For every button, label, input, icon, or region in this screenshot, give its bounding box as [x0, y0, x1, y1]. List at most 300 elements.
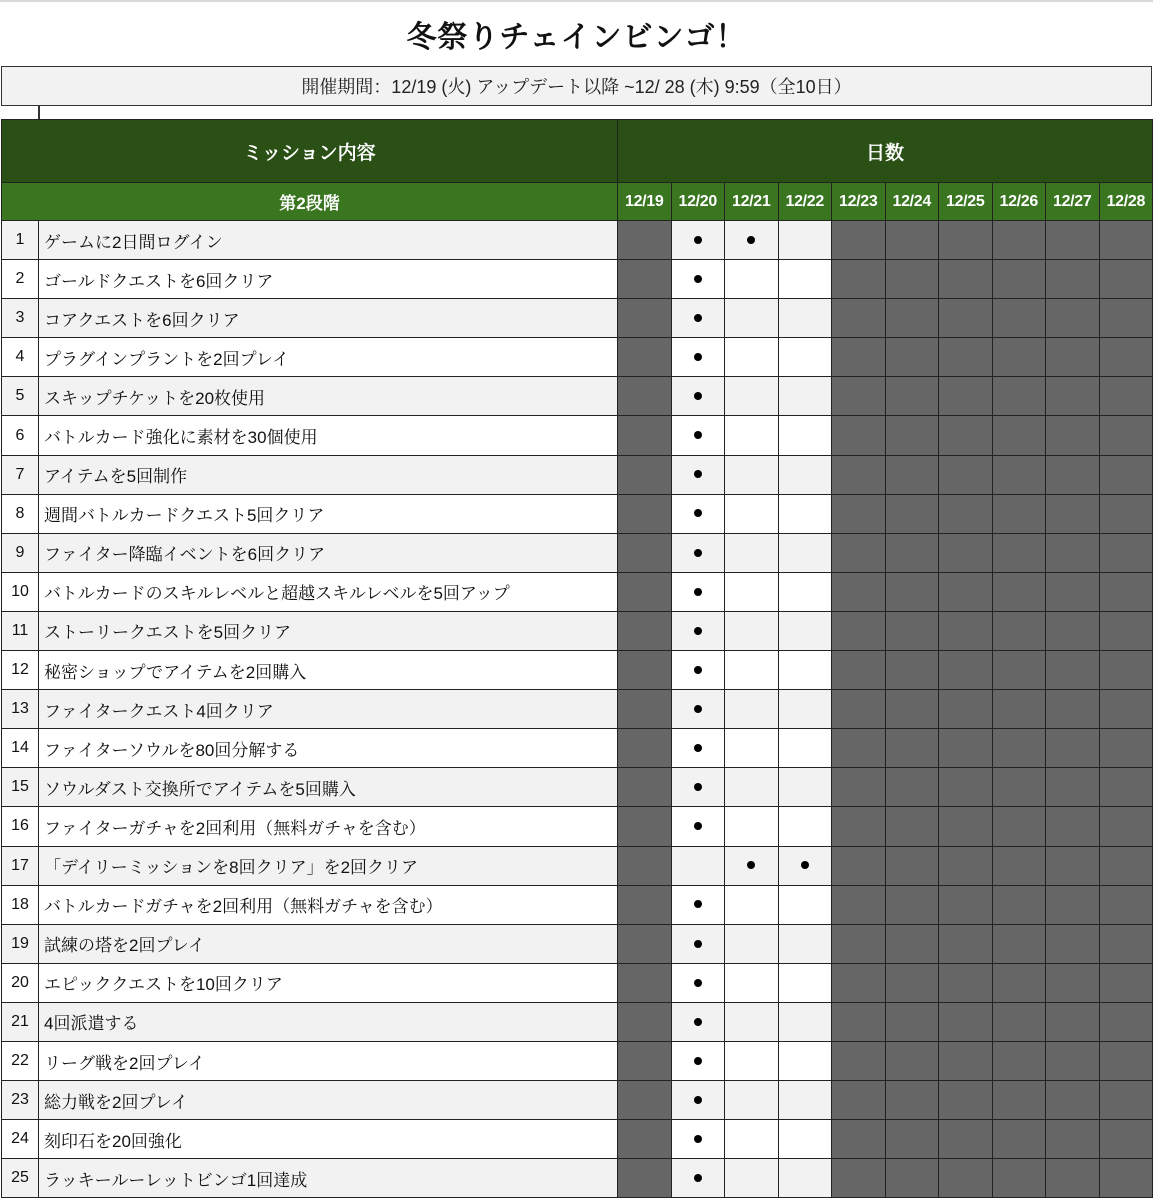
day-cell-12-19	[618, 1120, 672, 1159]
mission-description: ゴールドクエストを6回クリア	[39, 260, 618, 299]
day-cell-12-27	[1046, 455, 1100, 494]
day-cell-12-28	[1099, 260, 1153, 299]
day-cell-12-27	[1046, 690, 1100, 729]
active-day-dot-icon	[694, 979, 702, 987]
day-cell-12-26	[992, 416, 1046, 455]
table-row	[2, 377, 1153, 416]
day-cell-12-27	[1046, 533, 1100, 572]
day-cell-12-28	[1099, 651, 1153, 690]
active-day-dot-icon	[694, 1135, 702, 1143]
day-cell-12-22	[778, 416, 832, 455]
day-cell-12-27	[1046, 260, 1100, 299]
day-cell-12-22	[778, 729, 832, 768]
mission-description: 試練の塔を2回プレイ	[39, 924, 618, 963]
mission-number: 22	[2, 1041, 39, 1080]
day-cell-12-22	[778, 1002, 832, 1041]
day-cell-12-26	[992, 338, 1046, 377]
day-cell-12-28	[1099, 885, 1153, 924]
mission-number: 8	[2, 494, 39, 533]
active-day-dot-icon	[694, 314, 702, 322]
event-period-text: 開催期間：12/19 (火) アップデート以降 ~12/ 28 (木) 9:59（全10日）	[301, 77, 852, 97]
day-cell-12-27	[1046, 377, 1100, 416]
day-cell-12-22	[778, 611, 832, 650]
mission-number: 6	[2, 416, 39, 455]
mission-number: 12	[2, 651, 39, 690]
column-divider	[38, 106, 40, 119]
day-cell-12-24	[885, 1159, 939, 1198]
date-header-12-22: 12/22	[778, 183, 832, 221]
mission-description: ファイターソウルを80回分解する	[39, 729, 618, 768]
mission-description: バトルカードガチャを2回利用（無料ガチャを含む）	[39, 885, 618, 924]
day-cell-12-26	[992, 651, 1046, 690]
table-row	[2, 1081, 1153, 1120]
active-day-dot-icon	[694, 940, 702, 948]
table-row	[2, 221, 1153, 260]
day-cell-12-23	[832, 690, 886, 729]
day-cell-12-26	[992, 572, 1046, 611]
day-cell-12-25	[939, 807, 993, 846]
day-cell-12-19	[618, 729, 672, 768]
day-cell-12-22	[778, 533, 832, 572]
day-cell-12-27	[1046, 611, 1100, 650]
mission-number: 16	[2, 807, 39, 846]
day-cell-12-21	[725, 377, 779, 416]
day-cell-12-23	[832, 494, 886, 533]
mission-schedule-table	[1, 119, 1153, 1198]
day-cell-12-19	[618, 299, 672, 338]
table-row	[2, 611, 1153, 650]
day-cell-12-19	[618, 416, 672, 455]
day-cell-12-23	[832, 1120, 886, 1159]
day-cell-12-28	[1099, 377, 1153, 416]
day-cell-12-25	[939, 572, 993, 611]
day-cell-12-27	[1046, 729, 1100, 768]
mission-number: 15	[2, 768, 39, 807]
day-cell-12-27	[1046, 1120, 1100, 1159]
day-cell-12-25	[939, 494, 993, 533]
mission-description: 「デイリーミッションを8回クリア」を2回クリア	[39, 846, 618, 885]
day-cell-12-20	[671, 299, 725, 338]
mission-list	[2, 221, 1153, 1198]
days-header: 日数	[618, 120, 1153, 183]
day-cell-12-21	[725, 924, 779, 963]
mission-number: 13	[2, 690, 39, 729]
title-bar	[0, 0, 1153, 66]
day-cell-12-21	[725, 260, 779, 299]
day-cell-12-22	[778, 885, 832, 924]
day-cell-12-28	[1099, 299, 1153, 338]
mission-description: プラグインプラントを2回プレイ	[39, 338, 618, 377]
day-cell-12-22	[778, 846, 832, 885]
day-cell-12-27	[1046, 221, 1100, 260]
day-cell-12-19	[618, 338, 672, 377]
date-header-12-24: 12/24	[885, 183, 939, 221]
active-day-dot-icon	[694, 549, 702, 557]
day-cell-12-20	[671, 1159, 725, 1198]
mission-description: アイテムを5回制作	[39, 455, 618, 494]
day-cell-12-19	[618, 768, 672, 807]
mission-description: ファイターガチャを2回利用（無料ガチャを含む）	[39, 807, 618, 846]
day-cell-12-22	[778, 963, 832, 1002]
day-cell-12-24	[885, 924, 939, 963]
day-cell-12-25	[939, 963, 993, 1002]
day-cell-12-19	[618, 611, 672, 650]
active-day-dot-icon	[694, 900, 702, 908]
day-cell-12-23	[832, 1002, 886, 1041]
day-cell-12-21	[725, 963, 779, 1002]
mission-number: 1	[2, 221, 39, 260]
day-cell-12-24	[885, 416, 939, 455]
table-row	[2, 924, 1153, 963]
active-day-dot-icon	[694, 627, 702, 635]
day-cell-12-22	[778, 1159, 832, 1198]
day-cell-12-27	[1046, 1159, 1100, 1198]
day-cell-12-21	[725, 1002, 779, 1041]
mission-description: コアクエストを6回クリア	[39, 299, 618, 338]
day-cell-12-26	[992, 533, 1046, 572]
day-cell-12-25	[939, 221, 993, 260]
mission-description: ファイタークエスト4回クリア	[39, 690, 618, 729]
mission-description: バトルカードのスキルレベルと超越スキルレベルを5回アップ	[39, 572, 618, 611]
active-day-dot-icon	[747, 861, 755, 869]
mission-number: 5	[2, 377, 39, 416]
day-cell-12-25	[939, 260, 993, 299]
day-cell-12-28	[1099, 1002, 1153, 1041]
mission-number: 19	[2, 924, 39, 963]
day-cell-12-27	[1046, 494, 1100, 533]
day-cell-12-19	[618, 846, 672, 885]
active-day-dot-icon	[694, 353, 702, 361]
day-cell-12-24	[885, 1120, 939, 1159]
day-cell-12-19	[618, 533, 672, 572]
day-cell-12-23	[832, 455, 886, 494]
day-cell-12-24	[885, 533, 939, 572]
day-cell-12-21	[725, 885, 779, 924]
day-cell-12-25	[939, 924, 993, 963]
day-cell-12-23	[832, 1041, 886, 1080]
mission-number: 11	[2, 611, 39, 650]
day-cell-12-26	[992, 494, 1046, 533]
day-cell-12-21	[725, 416, 779, 455]
day-cell-12-20	[671, 572, 725, 611]
day-cell-12-24	[885, 729, 939, 768]
day-cell-12-24	[885, 338, 939, 377]
table-row	[2, 1002, 1153, 1041]
day-cell-12-24	[885, 651, 939, 690]
day-cell-12-23	[832, 611, 886, 650]
mission-number: 3	[2, 299, 39, 338]
day-cell-12-20	[671, 885, 725, 924]
mission-number: 20	[2, 963, 39, 1002]
day-cell-12-20	[671, 494, 725, 533]
day-cell-12-22	[778, 651, 832, 690]
day-cell-12-25	[939, 768, 993, 807]
day-cell-12-20	[671, 807, 725, 846]
day-cell-12-28	[1099, 1120, 1153, 1159]
day-cell-12-20	[671, 963, 725, 1002]
mission-description: スキップチケットを20枚使用	[39, 377, 618, 416]
table-row	[2, 260, 1153, 299]
day-cell-12-22	[778, 494, 832, 533]
mission-description: 週間バトルカードクエスト5回クリア	[39, 494, 618, 533]
day-cell-12-28	[1099, 455, 1153, 494]
day-cell-12-25	[939, 1159, 993, 1198]
day-cell-12-20	[671, 1041, 725, 1080]
day-cell-12-26	[992, 885, 1046, 924]
day-cell-12-19	[618, 651, 672, 690]
day-cell-12-21	[725, 494, 779, 533]
mission-description: リーグ戦を2回プレイ	[39, 1041, 618, 1080]
day-cell-12-19	[618, 260, 672, 299]
day-cell-12-26	[992, 690, 1046, 729]
day-cell-12-20	[671, 1081, 725, 1120]
day-cell-12-19	[618, 1002, 672, 1041]
day-cell-12-24	[885, 494, 939, 533]
active-day-dot-icon	[694, 666, 702, 674]
active-day-dot-icon	[694, 1174, 702, 1182]
day-cell-12-26	[992, 729, 1046, 768]
day-cell-12-25	[939, 1002, 993, 1041]
day-cell-12-21	[725, 572, 779, 611]
active-day-dot-icon	[694, 1018, 702, 1026]
day-cell-12-28	[1099, 807, 1153, 846]
day-cell-12-22	[778, 1041, 832, 1080]
day-cell-12-21	[725, 338, 779, 377]
day-cell-12-22	[778, 260, 832, 299]
day-cell-12-23	[832, 572, 886, 611]
day-cell-12-28	[1099, 846, 1153, 885]
day-cell-12-22	[778, 377, 832, 416]
day-cell-12-24	[885, 260, 939, 299]
day-cell-12-22	[778, 1081, 832, 1120]
day-cell-12-28	[1099, 1041, 1153, 1080]
day-cell-12-25	[939, 1120, 993, 1159]
day-cell-12-20	[671, 416, 725, 455]
day-cell-12-27	[1046, 299, 1100, 338]
day-cell-12-25	[939, 651, 993, 690]
mission-description: 4回派遣する	[39, 1002, 618, 1041]
day-cell-12-21	[725, 846, 779, 885]
day-cell-12-24	[885, 963, 939, 1002]
day-cell-12-20	[671, 221, 725, 260]
mission-number: 21	[2, 1002, 39, 1041]
day-cell-12-25	[939, 1081, 993, 1120]
day-cell-12-26	[992, 1120, 1046, 1159]
active-day-dot-icon	[694, 392, 702, 400]
day-cell-12-19	[618, 963, 672, 1002]
day-cell-12-23	[832, 416, 886, 455]
table-row	[2, 416, 1153, 455]
mission-description: 秘密ショップでアイテムを2回購入	[39, 651, 618, 690]
day-cell-12-20	[671, 1002, 725, 1041]
table-row	[2, 729, 1153, 768]
day-cell-12-27	[1046, 651, 1100, 690]
table-row	[2, 807, 1153, 846]
day-cell-12-25	[939, 690, 993, 729]
mission-number: 2	[2, 260, 39, 299]
mission-number: 25	[2, 1159, 39, 1198]
day-cell-12-21	[725, 729, 779, 768]
table-row	[2, 651, 1153, 690]
day-cell-12-26	[992, 377, 1046, 416]
day-cell-12-20	[671, 729, 725, 768]
day-cell-12-25	[939, 846, 993, 885]
day-cell-12-22	[778, 572, 832, 611]
day-cell-12-24	[885, 572, 939, 611]
header-row-main	[2, 120, 1153, 183]
table-row	[2, 1041, 1153, 1080]
day-cell-12-23	[832, 651, 886, 690]
day-cell-12-28	[1099, 963, 1153, 1002]
day-cell-12-20	[671, 846, 725, 885]
day-cell-12-27	[1046, 768, 1100, 807]
day-cell-12-25	[939, 533, 993, 572]
day-cell-12-19	[618, 1041, 672, 1080]
day-cell-12-28	[1099, 494, 1153, 533]
date-header-12-23: 12/23	[832, 183, 886, 221]
day-cell-12-19	[618, 221, 672, 260]
active-day-dot-icon	[694, 822, 702, 830]
day-cell-12-21	[725, 299, 779, 338]
day-cell-12-23	[832, 807, 886, 846]
day-cell-12-25	[939, 416, 993, 455]
day-cell-12-24	[885, 1081, 939, 1120]
day-cell-12-26	[992, 924, 1046, 963]
active-day-dot-icon	[694, 470, 702, 478]
day-cell-12-23	[832, 963, 886, 1002]
table-row	[2, 846, 1153, 885]
table-row	[2, 1120, 1153, 1159]
day-cell-12-26	[992, 1041, 1046, 1080]
day-cell-12-23	[832, 1159, 886, 1198]
day-cell-12-28	[1099, 1159, 1153, 1198]
day-cell-12-24	[885, 885, 939, 924]
day-cell-12-25	[939, 377, 993, 416]
day-cell-12-25	[939, 885, 993, 924]
day-cell-12-22	[778, 924, 832, 963]
day-cell-12-26	[992, 611, 1046, 650]
day-cell-12-19	[618, 1081, 672, 1120]
day-cell-12-26	[992, 260, 1046, 299]
day-cell-12-23	[832, 299, 886, 338]
day-cell-12-28	[1099, 768, 1153, 807]
mission-description: エピッククエストを10回クリア	[39, 963, 618, 1002]
active-day-dot-icon	[801, 861, 809, 869]
day-cell-12-26	[992, 299, 1046, 338]
mission-description: ゲームに2日間ログイン	[39, 221, 618, 260]
day-cell-12-19	[618, 924, 672, 963]
day-cell-12-21	[725, 1041, 779, 1080]
day-cell-12-20	[671, 768, 725, 807]
day-cell-12-19	[618, 885, 672, 924]
day-cell-12-19	[618, 1159, 672, 1198]
day-cell-12-24	[885, 846, 939, 885]
day-cell-12-20	[671, 924, 725, 963]
table-row	[2, 533, 1153, 572]
table-row	[2, 1159, 1153, 1198]
day-cell-12-23	[832, 221, 886, 260]
day-cell-12-20	[671, 455, 725, 494]
day-cell-12-25	[939, 455, 993, 494]
event-period-banner	[1, 66, 1152, 106]
day-cell-12-19	[618, 494, 672, 533]
table-row	[2, 690, 1153, 729]
day-cell-12-22	[778, 1120, 832, 1159]
table-row	[2, 455, 1153, 494]
date-header-12-26: 12/26	[992, 183, 1046, 221]
day-cell-12-21	[725, 1159, 779, 1198]
day-cell-12-24	[885, 221, 939, 260]
mission-description: 刻印石を20回強化	[39, 1120, 618, 1159]
date-header-12-25: 12/25	[939, 183, 993, 221]
day-cell-12-27	[1046, 885, 1100, 924]
active-day-dot-icon	[747, 236, 755, 244]
day-cell-12-22	[778, 690, 832, 729]
mission-number: 17	[2, 846, 39, 885]
mission-description: ファイター降臨イベントを6回クリア	[39, 533, 618, 572]
active-day-dot-icon	[694, 275, 702, 283]
date-header-12-28: 12/28	[1099, 183, 1153, 221]
active-day-dot-icon	[694, 431, 702, 439]
day-cell-12-22	[778, 299, 832, 338]
day-cell-12-22	[778, 455, 832, 494]
day-cell-12-28	[1099, 572, 1153, 611]
spacer-row	[1, 106, 1152, 119]
mission-number: 9	[2, 533, 39, 572]
table-row	[2, 494, 1153, 533]
day-cell-12-27	[1046, 924, 1100, 963]
day-cell-12-28	[1099, 729, 1153, 768]
mission-number: 4	[2, 338, 39, 377]
table-row	[2, 963, 1153, 1002]
mission-number: 18	[2, 885, 39, 924]
day-cell-12-21	[725, 651, 779, 690]
mission-content-header: ミッション内容	[2, 120, 618, 183]
table-row	[2, 338, 1153, 377]
active-day-dot-icon	[694, 744, 702, 752]
date-header-12-21: 12/21	[725, 183, 779, 221]
day-cell-12-21	[725, 1120, 779, 1159]
day-cell-12-19	[618, 690, 672, 729]
mission-number: 7	[2, 455, 39, 494]
day-cell-12-22	[778, 807, 832, 846]
day-cell-12-27	[1046, 1041, 1100, 1080]
day-cell-12-27	[1046, 963, 1100, 1002]
day-cell-12-28	[1099, 416, 1153, 455]
date-header-12-20: 12/20	[671, 183, 725, 221]
day-cell-12-26	[992, 1081, 1046, 1120]
table-row	[2, 885, 1153, 924]
mission-description: ラッキールーレットビンゴ1回達成	[39, 1159, 618, 1198]
day-cell-12-19	[618, 455, 672, 494]
mission-description: ソウルダスト交換所でアイテムを5回購入	[39, 768, 618, 807]
date-header-12-27: 12/27	[1046, 183, 1100, 221]
day-cell-12-21	[725, 611, 779, 650]
day-cell-12-23	[832, 885, 886, 924]
day-cell-12-27	[1046, 846, 1100, 885]
day-cell-12-26	[992, 1002, 1046, 1041]
day-cell-12-25	[939, 729, 993, 768]
active-day-dot-icon	[694, 1057, 702, 1065]
day-cell-12-26	[992, 455, 1046, 494]
mission-number: 23	[2, 1081, 39, 1120]
day-cell-12-23	[832, 768, 886, 807]
day-cell-12-25	[939, 1041, 993, 1080]
header-row-dates	[2, 183, 1153, 221]
day-cell-12-26	[992, 963, 1046, 1002]
day-cell-12-28	[1099, 690, 1153, 729]
day-cell-12-21	[725, 768, 779, 807]
